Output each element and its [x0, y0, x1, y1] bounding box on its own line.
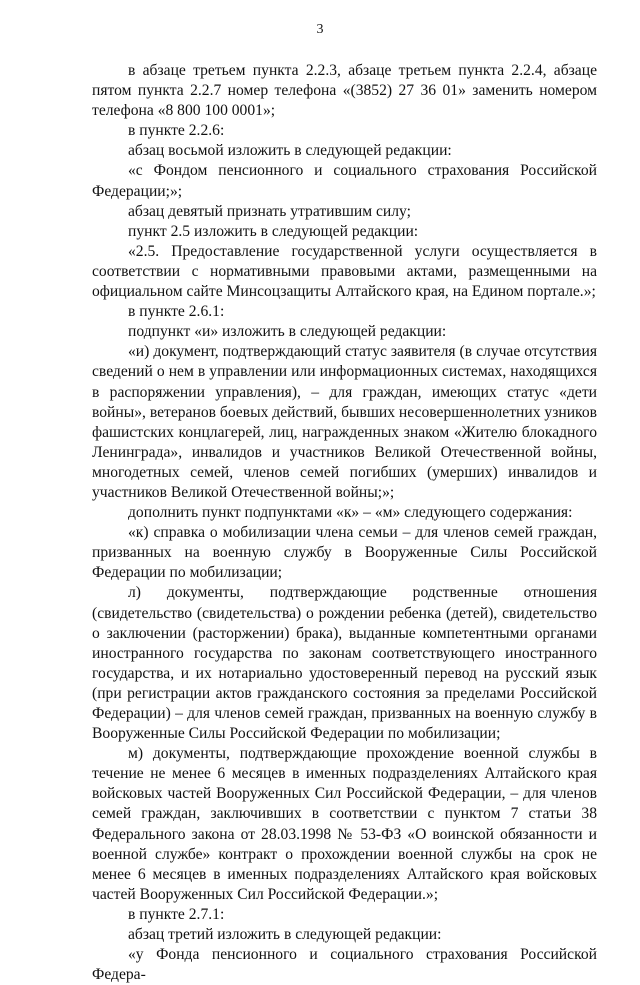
paragraph-6: пункт 2.5 изложить в следующей редакции: — [128, 222, 419, 240]
paragraph-1: в абзаце третьем пункта 2.2.3, абзаце третьем пункта 2.2.4, абзаце пятом пункта 2.2.7 номер телефона «(3852) 27 36 01» заменить номером телефона «8 800 100 0001»; — [92, 62, 597, 120]
paragraph-5: абзац девятый признать утратившим силу; — [128, 202, 411, 220]
paragraph-2: в пункте 2.2.6: — [128, 122, 225, 140]
paragraph-15: в пункте 2.7.1: — [128, 905, 225, 923]
paragraph-12: «к) справка о мобилизации члена семьи – для членов семей граждан, призванных на военную службу в Вооруженные Силы Российской Федерации по мобилизации; — [92, 524, 597, 582]
paragraph-3: абзац восьмой изложить в следующей редакции: — [128, 142, 452, 160]
paragraph-11: дополнить пункт подпунктами «к» – «м» следующего содержания: — [128, 504, 573, 522]
paragraph-13: л) документы, подтверждающие родственные отношения (свидетельство (свидетельства) о рождении ребенка (детей), свидетельство о заключении (расторжении) брака), выданные компетентными органами иностранного государства по законам соответствующего иностранного государства, и их нотариально удостоверенный перевод на русский язык (при регистрации актов гражданского состояния за пределами Российской Федерации) – для членов семей граждан, призванных на военную службу в Вооруженные Силы Российской Федерации по мобилизации; — [92, 584, 597, 743]
paragraph-14: м) документы, подтверждающие прохождение военной службы в течение не менее 6 месяцев в именных подразделениях Алтайского края войсковых частей Вооруженных Сил Российской Федерации, – для членов семей граждан, заключивших в соответствии с пунктом 7 статьи 38 Федерального закона от 28.03.1998 № 53-ФЗ «О воинской обязанности и военной службе» контракт о прохождении военной службы на срок не менее 6 месяцев в именных подразделениях Алтайского края войсковых частей Вооруженных Сил Российской Федерации.»; — [92, 745, 597, 903]
paragraph-7: «2.5. Предоставление государственной услуги осуществляется в соответствии с нормативными правовыми актами, размещенными на официальном сайте Минсоцзащиты Алтайского края, на Едином портале.»; — [92, 242, 597, 301]
paragraph-17: «у Фонда пенсионного и социального страхования Российской Федера- — [92, 946, 597, 984]
paragraph-16: абзац третий изложить в следующей редакции: — [128, 926, 442, 944]
page-number: 3 — [316, 22, 324, 37]
paragraph-8: в пункте 2.6.1: — [128, 303, 225, 321]
paragraph-9: подпункт «и» изложить в следующей редакции: — [128, 323, 447, 341]
document-body — [92, 61, 597, 985]
paragraph-4: «с Фондом пенсионного и социального страхования Российской Федерации;»; — [92, 162, 597, 200]
paragraph-10: «и) документ, подтверждающий статус заявителя (в случае отсутствия сведений о нем в управлении или информационных системах, находящихся в распоряжении управления), – для граждан, имеющих статус «дети войны», ветеранов боевых действий, бывших несовершеннолетних узников фашистских концлагерей, лиц, награжденных знаком «Жителю блокадного Ленинграда», инвалидов и участников Великой Отечественной войны, многодетных семей, членов семей погибших (умерших) инвалидов и участников Великой Отечественной войны;»; — [92, 343, 597, 501]
